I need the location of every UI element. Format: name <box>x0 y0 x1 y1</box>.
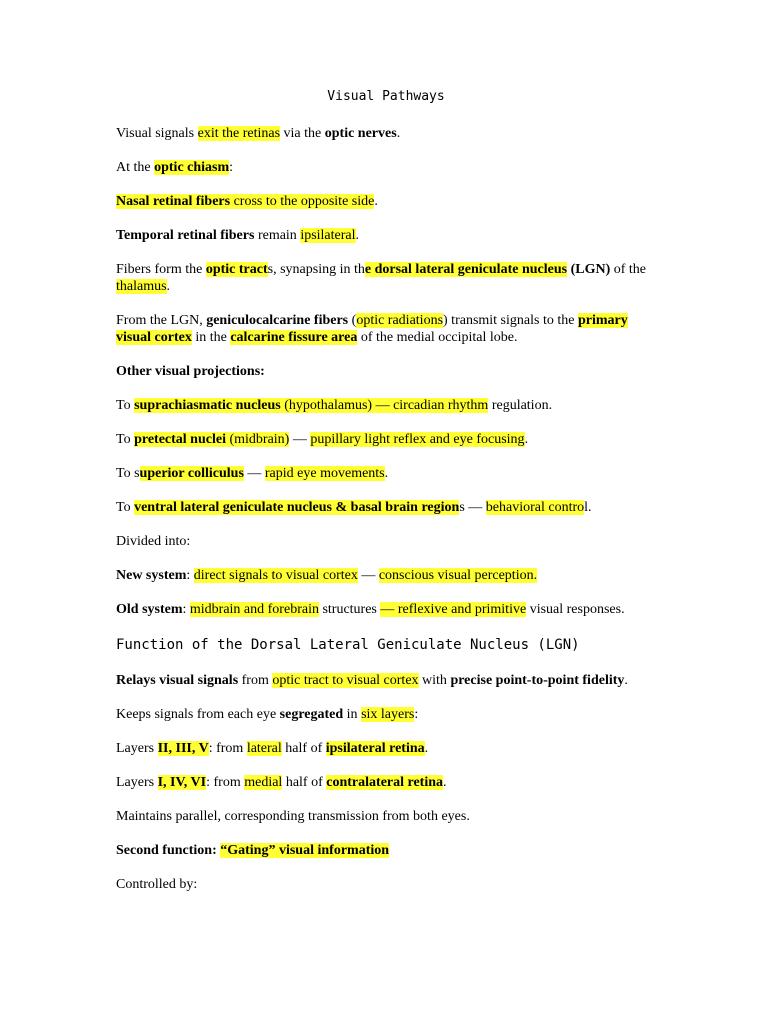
text-run: of the medial occipital lobe. <box>357 330 518 345</box>
text-run: : <box>414 707 419 722</box>
text-run: Other visual projections: <box>116 364 265 379</box>
paragraph <box>116 601 656 618</box>
text-run: ) transmit signals to the <box>443 313 578 328</box>
text-run: in the <box>191 330 231 345</box>
text-run: At the <box>116 160 155 175</box>
document-title: Visual Pathways <box>327 89 445 104</box>
paragraph <box>116 706 656 723</box>
highlighted-text: “Gating” visual information <box>220 843 390 858</box>
text-run: . <box>424 741 429 756</box>
text-run: : from <box>208 741 247 756</box>
text-run: (LGN) <box>567 262 611 277</box>
text-run: half of <box>282 775 327 790</box>
highlighted-text: lateral <box>246 741 282 756</box>
highlighted-text: e dorsal lateral geniculate nucleus <box>364 262 568 277</box>
text-run: geniculocalcarine fibers <box>206 313 349 328</box>
paragraph <box>116 312 656 346</box>
paragraph <box>116 672 656 689</box>
highlighted-text: ventral lateral geniculate nucleus & basal brain region <box>134 500 460 515</box>
text-run: half of <box>281 741 326 756</box>
text-run: New system <box>116 568 187 583</box>
text-run: : <box>186 568 194 583</box>
text-run: Layers <box>116 775 158 790</box>
highlighted-text: ipsilateral <box>300 228 356 243</box>
paragraph <box>116 465 656 482</box>
highlighted-text: optic tract to visual cortex <box>272 673 419 688</box>
highlighted-text: contralateral retina <box>326 775 444 790</box>
highlighted-text: (midbrain) <box>225 432 290 447</box>
text-run: ( <box>348 313 357 328</box>
highlighted-text: exit the retinas <box>197 126 281 141</box>
paragraph <box>116 499 656 516</box>
highlighted-text: optic tract <box>205 262 268 277</box>
text-run: structures <box>318 602 381 617</box>
paragraph <box>116 842 656 859</box>
highlighted-text: conscious visual perception. <box>378 568 538 583</box>
text-run: — <box>289 432 311 447</box>
text-run: Fibers form the <box>116 262 206 277</box>
text-run: . <box>396 126 401 141</box>
text-run: . <box>524 432 529 447</box>
text-run: optic nerves <box>324 126 397 141</box>
highlighted-text: I, IV, VI <box>157 775 207 790</box>
text-run: Visual signals <box>116 126 198 141</box>
text-run: : <box>182 602 190 617</box>
highlighted-text: thalamus <box>116 279 167 294</box>
highlighted-text: rapid eye movements <box>264 466 385 481</box>
highlighted-text: II, III, V <box>157 741 209 756</box>
text-run: Maintains parallel, corresponding transmission from both eyes. <box>116 809 470 824</box>
highlighted-text: midbrain and forebrain <box>189 602 319 617</box>
highlighted-text: — reflexive and primitive <box>380 602 527 617</box>
section-visual-pathways <box>116 125 656 618</box>
text-run: regulation. <box>488 398 553 413</box>
paragraph <box>116 533 656 550</box>
text-run: with <box>418 673 451 688</box>
paragraph <box>116 159 656 176</box>
paragraph <box>116 808 656 825</box>
text-run: . <box>624 673 628 688</box>
text-run: visual responses. <box>526 602 625 617</box>
text-run: From the LGN, <box>116 313 207 328</box>
text-run: Layers <box>116 741 158 756</box>
highlighted-text: behavioral contro <box>485 500 585 515</box>
paragraph <box>116 125 656 142</box>
highlighted-text: pretectal nuclei <box>134 432 226 447</box>
paragraph <box>116 193 656 210</box>
text-run: To s <box>116 466 140 481</box>
text-run: s, synapsing in th <box>267 262 365 277</box>
highlighted-text: medial <box>244 775 283 790</box>
text-run: . <box>384 466 389 481</box>
highlighted-text: uperior colliculus <box>139 466 244 481</box>
text-run: Divided into: <box>116 534 191 549</box>
text-run: — <box>357 568 379 583</box>
paragraph <box>116 261 656 295</box>
highlighted-text: ipsilateral retina <box>325 741 425 756</box>
section-heading-lgn: Function of the Dorsal Lateral Geniculate Nucleus (LGN) <box>116 637 580 653</box>
highlighted-text: six layers <box>361 707 415 722</box>
text-run: l. <box>584 500 592 515</box>
text-run: To <box>116 500 135 515</box>
text-run: segregated <box>279 707 344 722</box>
paragraph <box>116 740 656 757</box>
text-run: : <box>229 160 234 175</box>
paragraph <box>116 431 656 448</box>
text-run: s — <box>459 500 486 515</box>
paragraph <box>116 397 656 414</box>
text-run: Temporal retinal fibers <box>116 228 255 243</box>
text-run: . <box>166 279 171 294</box>
highlighted-text: cross to the opposite side <box>230 194 375 209</box>
text-run: . <box>443 775 447 790</box>
text-run: . <box>355 228 360 243</box>
text-run: precise point-to-point fidelity <box>450 673 625 688</box>
text-run: from <box>238 673 273 688</box>
highlighted-text: pupillary light reflex and eye focusing <box>310 432 525 447</box>
text-run: in <box>343 707 362 722</box>
highlighted-text: primary visual cortex <box>116 313 628 345</box>
text-run: — <box>243 466 265 481</box>
paragraph <box>116 774 656 791</box>
section-lgn-function <box>116 672 656 893</box>
document-page <box>116 86 656 910</box>
highlighted-text: optic chiasm <box>154 160 230 175</box>
text-run: via the <box>280 126 325 141</box>
text-run: Old system <box>116 602 183 617</box>
highlighted-text: calcarine fissure area <box>230 330 358 345</box>
text-run: . <box>374 194 378 209</box>
text-run: Second function: <box>116 843 221 858</box>
text-run: : from <box>206 775 245 790</box>
paragraph <box>116 876 656 893</box>
text-run: of the <box>610 262 647 277</box>
highlighted-text: (hypothalamus) — circadian rhythm <box>280 398 489 413</box>
text-run: Controlled by: <box>116 877 198 892</box>
text-run: To <box>116 398 135 413</box>
paragraph <box>116 363 656 380</box>
highlighted-text: Nasal retinal fibers <box>116 194 231 209</box>
highlighted-text: direct signals to visual cortex <box>193 568 358 583</box>
text-run: remain <box>254 228 301 243</box>
highlighted-text: optic radiations <box>356 313 444 328</box>
text-run: Relays visual signals <box>116 673 239 688</box>
paragraph <box>116 227 656 244</box>
paragraph <box>116 567 656 584</box>
text-run: To <box>116 432 135 447</box>
text-run: Keeps signals from each eye <box>116 707 280 722</box>
highlighted-text: suprachiasmatic nucleus <box>134 398 281 413</box>
